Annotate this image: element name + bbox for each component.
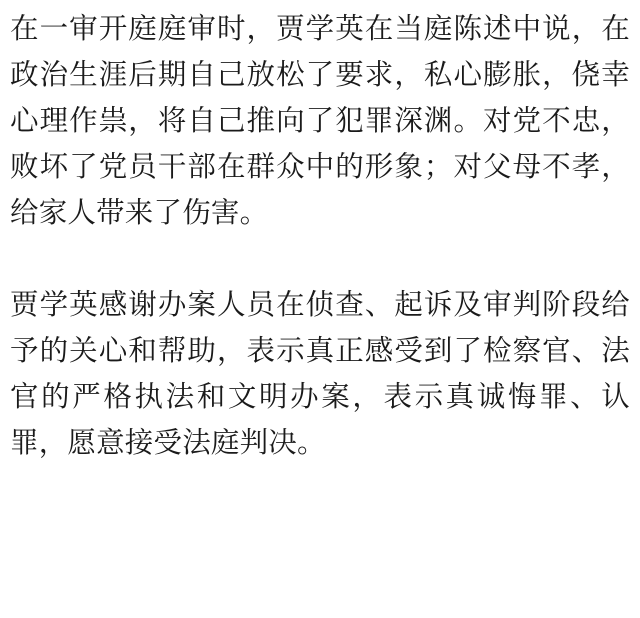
paragraph-2: 贾学英感谢办案人员在侦查、起诉及审判阶段给予的关心和帮助，表示真正感受到了检察官、法官的严格执法和文明办案，表示真诚悔罪、认罪，愿意接受法庭判决。 [10,288,630,459]
paragraph-1: 在一审开庭庭审时，贾学英在当庭陈述中说，在政治生涯后期自己放松了要求，私心膨胀，侥幸心理作祟，将自己推向了犯罪深渊。对党不忠，败坏了党员干部在群众中的形象；对父母不孝，给家人带来了伤害。 [10,12,630,229]
